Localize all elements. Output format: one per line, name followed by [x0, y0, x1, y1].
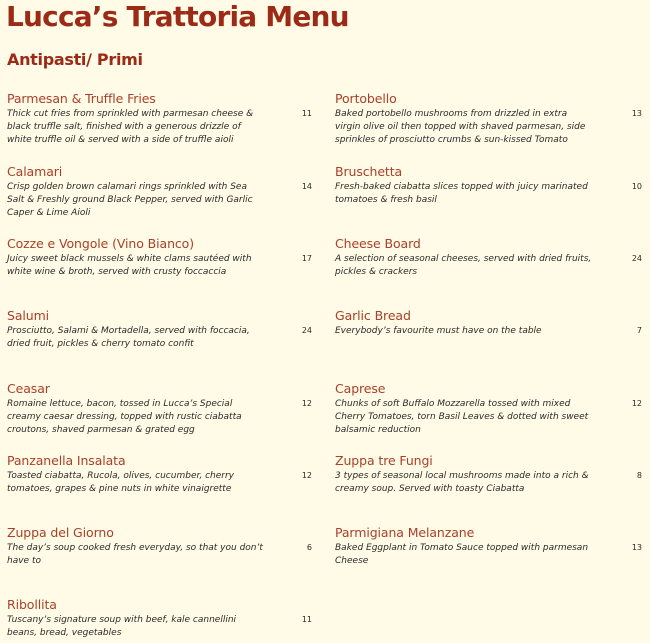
item-description: Baked Eggplant in Tomato Sauce topped with parmesan Cheese: [335, 543, 589, 566]
item-price: 12: [301, 399, 312, 408]
item-price: 8: [636, 471, 642, 480]
menu-item: [7, 597, 312, 640]
item-price: 10: [631, 182, 642, 191]
item-name: Caprese: [335, 381, 386, 396]
item-description: The day’s soup cooked fresh everyday, so that you don’t have to: [7, 543, 263, 566]
menu-item: [335, 236, 642, 279]
item-name: Cheese Board: [335, 236, 421, 251]
item-name: Panzanella Insalata: [7, 453, 126, 468]
item-price: 11: [301, 615, 312, 624]
item-description: Toasted ciabatta, Rucola, olives, cucumber, cherry tomatoes, grapes & pine nuts in white vinaigrette: [7, 471, 234, 494]
item-price: 13: [631, 543, 642, 552]
menu-item: [7, 453, 312, 496]
item-description: Baked portobello mushrooms from drizzled in extra virgin olive oil then topped with shaved parmesan, side sprinkles of prosciutto crumbs & sun-kissed Tomato: [335, 109, 586, 145]
item-description: Prosciutto, Salami & Mortadella, served with foccacia, dried fruit, pickles & cherry tomato confit: [7, 326, 250, 349]
menu-item: [7, 308, 312, 351]
menu-item: [335, 308, 642, 338]
item-description: A selection of seasonal cheeses, served with dried fruits, pickles & crackers: [335, 254, 592, 277]
menu-item: [7, 164, 312, 220]
item-name: Zuppa tre Fungi: [335, 453, 433, 468]
item-price: 12: [631, 399, 642, 408]
item-name: Garlic Bread: [335, 308, 411, 323]
item-name: Portobello: [335, 91, 397, 106]
item-price: 17: [301, 254, 312, 263]
item-name: Parmigiana Melanzane: [335, 525, 475, 540]
item-price: 12: [301, 471, 312, 480]
item-description: Romaine lettuce, bacon, tossed in Lucca’s Special creamy caesar dressing, topped with rustic ciabatta croutons, shaved parmesan & grated egg: [7, 399, 242, 435]
item-name: Calamari: [7, 164, 63, 179]
item-price: 24: [301, 326, 312, 335]
item-price: 6: [306, 543, 312, 552]
item-price: 13: [631, 109, 642, 118]
menu-title: Lucca’s Trattoria Menu: [6, 0, 349, 33]
item-description: 3 types of seasonal local mushrooms made into a rich & creamy soup. Served with toasty Ciabatta: [335, 471, 589, 494]
menu-item: [7, 525, 312, 568]
item-description: Fresh-baked ciabatta slices topped with juicy marinated tomatoes & fresh basil: [335, 182, 588, 205]
item-description: Juicy sweet black mussels & white clams sautéed with white wine & broth, served with crusty foccaccia: [7, 254, 252, 277]
item-name: Zuppa del Giorno: [7, 525, 114, 540]
section-heading: Antipasti/ Primi: [7, 50, 143, 69]
item-description: Tuscany’s signature soup with beef, kale cannellini beans, bread, vegetables: [7, 615, 237, 638]
item-description: Everybody’s favourite must have on the table: [335, 326, 542, 336]
item-price: 14: [301, 182, 312, 191]
item-description: Thick cut fries from sprinkled with parmesan cheese & black truffle salt, finished with a generous drizzle of white truffle oil & served with a side of truffle aioli: [7, 109, 254, 145]
menu-item: [335, 381, 642, 437]
item-name: Cozze e Vongole (Vino Bianco): [7, 236, 194, 251]
item-price: 24: [631, 254, 642, 263]
item-name: Ceasar: [7, 381, 50, 396]
menu-item: [335, 525, 642, 568]
menu-item: [335, 164, 642, 207]
item-price: 11: [301, 109, 312, 118]
item-name: Bruschetta: [335, 164, 403, 179]
menu-item: [7, 236, 312, 279]
menu-item: [7, 91, 312, 147]
menu-item: [7, 381, 312, 437]
menu-item: [335, 91, 642, 147]
item-description: Crisp golden brown calamari rings sprinkled with Sea Salt & Freshly ground Black Pepper, served with Garlic Caper & Lime Aioli: [7, 182, 253, 218]
item-name: Salumi: [7, 308, 50, 323]
item-name: Parmesan & Truffle Fries: [7, 91, 156, 106]
item-description: Chunks of soft Buffalo Mozzarella tossed with mixed Cherry Tomatoes, torn Basil Leaves & dotted with sweet balsamic reduction: [335, 399, 589, 435]
item-price: 7: [636, 326, 642, 335]
item-name: Ribollita: [7, 597, 57, 612]
menu-item: [335, 453, 642, 496]
